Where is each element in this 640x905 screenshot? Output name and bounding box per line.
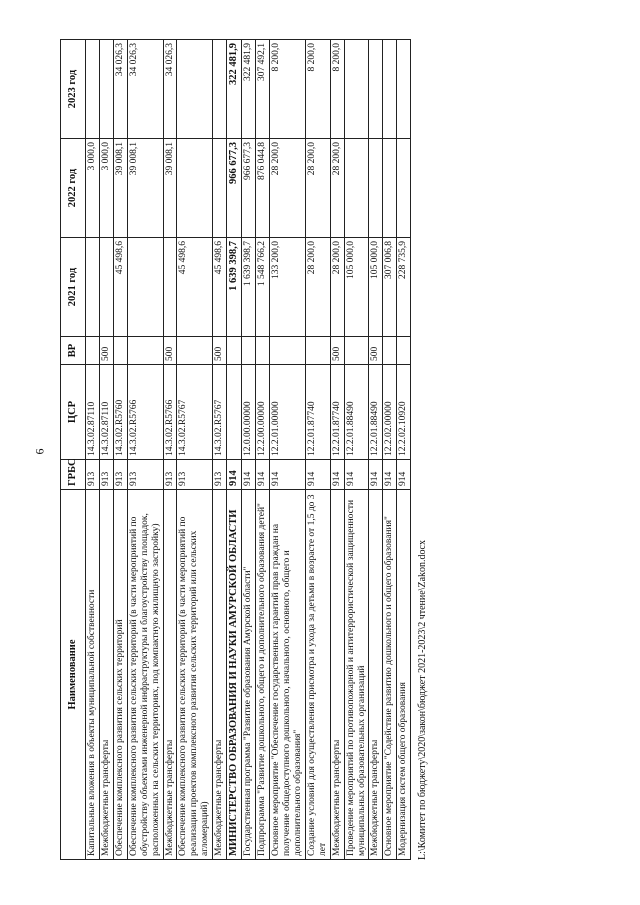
table-row <box>86 40 100 860</box>
table-row <box>99 40 113 860</box>
cell-2023: 8 200,0 <box>270 40 306 139</box>
cell-2021: 228 735,9 <box>397 238 411 337</box>
cell-2021 <box>86 238 100 337</box>
cell-2022: 966 677,3 <box>242 139 256 238</box>
cell-2021: 45 498,6 <box>113 238 127 337</box>
table-row <box>127 40 163 860</box>
table-row <box>344 40 369 860</box>
cell-2023 <box>383 40 397 139</box>
cell-grbs: 914 <box>270 460 306 490</box>
cell-2023: 307 492,1 <box>256 40 270 139</box>
table-row <box>113 40 127 860</box>
cell-2022: 28 200,0 <box>330 139 344 238</box>
cell-vr <box>113 337 127 365</box>
cell-grbs: 913 <box>163 460 177 490</box>
cell-2023 <box>177 40 213 139</box>
cell-vr: 500 <box>213 337 227 365</box>
table-body <box>86 40 411 860</box>
cell-grbs: 914 <box>305 460 330 490</box>
cell-2023: 34 026,3 <box>163 40 177 139</box>
cell-2021: 133 200,0 <box>270 238 306 337</box>
cell-2021: 28 200,0 <box>330 238 344 337</box>
cell-grbs: 914 <box>397 460 411 490</box>
cell-csr: 12.0.00.00000 <box>242 365 256 460</box>
cell-vr <box>383 337 397 365</box>
cell-2022: 39 008,1 <box>127 139 163 238</box>
cell-name: Обеспечение комплексного развития сельских территорий <box>113 490 127 860</box>
cell-2022: 3 000,0 <box>86 139 100 238</box>
cell-2023 <box>86 40 100 139</box>
cell-name: Основное мероприятие "Содействие развитию дошкольного и общего образования" <box>383 490 397 860</box>
cell-name: Создание условий для осуществления присмотра и ухода за детьми в возрасте от 1,5 до 3 лет <box>305 490 330 860</box>
cell-2021: 45 498,6 <box>177 238 213 337</box>
cell-vr: 500 <box>330 337 344 365</box>
cell-name: Межбюджетные трансферты <box>330 490 344 860</box>
cell-vr <box>270 337 306 365</box>
cell-grbs: 914 <box>330 460 344 490</box>
cell-2021 <box>163 238 177 337</box>
cell-2021 <box>127 238 163 337</box>
cell-2021: 1 548 766,2 <box>256 238 270 337</box>
cell-2021: 105 000,0 <box>369 238 383 337</box>
cell-grbs: 913 <box>127 460 163 490</box>
table-row <box>227 40 242 860</box>
table-row <box>256 40 270 860</box>
cell-2022 <box>383 139 397 238</box>
table-row <box>270 40 306 860</box>
table-row <box>242 40 256 860</box>
cell-vr <box>127 337 163 365</box>
cell-2023 <box>369 40 383 139</box>
cell-2022: 39 008,1 <box>163 139 177 238</box>
cell-grbs: 913 <box>86 460 100 490</box>
table-row <box>397 40 411 860</box>
cell-2022: 3 000,0 <box>99 139 113 238</box>
cell-name: Проведение мероприятий по противопожарной и антитеррористической защищенности муниципальных образовательных организаций <box>344 490 369 860</box>
cell-csr: 12.2.01.87740 <box>330 365 344 460</box>
cell-name: Обеспечение комплексного развития сельских территорий (в части мероприятий по реализации проектов комплексного развития сельских территорий или сельских агломераций) <box>177 490 213 860</box>
cell-name: МИНИСТЕРСТВО ОБРАЗОВАНИЯ И НАУКИ АМУРСКОЙ ОБЛАСТИ <box>227 490 242 860</box>
cell-name: Модернизация систем общего образования <box>397 490 411 860</box>
column-header-vr: ВР <box>61 337 86 365</box>
budget-table <box>60 39 411 860</box>
cell-2022: 39 008,1 <box>113 139 127 238</box>
cell-name: Капитальные вложения в объекты муниципальной собственности <box>86 490 100 860</box>
cell-csr: 12.2.01.00000 <box>270 365 306 460</box>
cell-2023: 322 481,9 <box>227 40 242 139</box>
cell-name: Межбюджетные трансферты <box>163 490 177 860</box>
cell-2023: 34 026,3 <box>127 40 163 139</box>
table-row <box>383 40 397 860</box>
cell-2022 <box>213 139 227 238</box>
cell-csr: 12.2.01.88490 <box>344 365 369 460</box>
cell-csr: 12.2.00.00000 <box>256 365 270 460</box>
cell-csr: 12.2.01.87740 <box>305 365 330 460</box>
table-row <box>163 40 177 860</box>
cell-name: Подпрограмма "Развитие дошкольного, общего и дополнительного образования детей" <box>256 490 270 860</box>
cell-csr: 12.2.02.00000 <box>383 365 397 460</box>
cell-2021: 1 639 398,7 <box>227 238 242 337</box>
cell-grbs: 914 <box>369 460 383 490</box>
cell-grbs: 914 <box>256 460 270 490</box>
cell-grbs: 913 <box>213 460 227 490</box>
cell-2022: 876 044,8 <box>256 139 270 238</box>
cell-csr: 12.2.02.10920 <box>397 365 411 460</box>
cell-2022 <box>369 139 383 238</box>
page-number: 6 <box>32 448 47 455</box>
cell-2023 <box>213 40 227 139</box>
cell-2023 <box>344 40 369 139</box>
cell-2023 <box>99 40 113 139</box>
cell-vr: 500 <box>369 337 383 365</box>
cell-csr <box>227 365 242 460</box>
cell-2023: 322 481,9 <box>242 40 256 139</box>
cell-vr: 500 <box>163 337 177 365</box>
footer-file-path: L:\Комитет по бюджету\2020\закон\бюджет 2021-2023\2 чтение\Zakon.docx <box>417 540 428 860</box>
cell-name: Межбюджетные трансферты <box>213 490 227 860</box>
column-header-2021: 2021 год <box>61 238 86 337</box>
cell-grbs: 913 <box>99 460 113 490</box>
cell-2021: 105 000,0 <box>344 238 369 337</box>
table-header-row <box>61 40 86 860</box>
table-row <box>305 40 330 860</box>
cell-name: Обеспечение комплексного развития сельских территорий (в части мероприятий по обустройству объектами инженерной инфраструктуры и благоустройству площадок, расположенных на сельских территориях, под компактную жилищную застройку) <box>127 490 163 860</box>
table-row <box>369 40 383 860</box>
cell-csr: 14.3.02.87110 <box>86 365 100 460</box>
cell-2021: 307 006,8 <box>383 238 397 337</box>
table-row <box>330 40 344 860</box>
cell-vr <box>305 337 330 365</box>
cell-vr <box>344 337 369 365</box>
cell-name: Государственная программа "Развитие образования Амурской области" <box>242 490 256 860</box>
cell-name: Межбюджетные трансферты <box>99 490 113 860</box>
column-header-2022: 2022 год <box>61 139 86 238</box>
cell-2022 <box>177 139 213 238</box>
rotated-page-content <box>60 40 575 860</box>
cell-2022 <box>344 139 369 238</box>
cell-vr <box>177 337 213 365</box>
cell-grbs: 914 <box>344 460 369 490</box>
cell-grbs: 914 <box>383 460 397 490</box>
column-header-name: Наименование <box>61 490 86 860</box>
cell-vr <box>86 337 100 365</box>
cell-2021: 1 639 398,7 <box>242 238 256 337</box>
cell-csr: 12.2.01.88490 <box>369 365 383 460</box>
cell-grbs: 913 <box>113 460 127 490</box>
cell-2021: 45 498,6 <box>213 238 227 337</box>
table-row <box>213 40 227 860</box>
cell-2023: 34 026,3 <box>113 40 127 139</box>
cell-csr: 14.3.02.87110 <box>99 365 113 460</box>
cell-2022 <box>397 139 411 238</box>
cell-vr: 500 <box>99 337 113 365</box>
cell-2023: 8 200,0 <box>305 40 330 139</box>
cell-2022: 28 200,0 <box>305 139 330 238</box>
cell-csr: 14.3.02.R5760 <box>113 365 127 460</box>
cell-grbs: 914 <box>227 460 242 490</box>
cell-csr: 14.3.02.R5766 <box>163 365 177 460</box>
cell-csr: 14.3.02.R5766 <box>127 365 163 460</box>
cell-name: Межбюджетные трансферты <box>369 490 383 860</box>
cell-grbs: 914 <box>242 460 256 490</box>
cell-vr <box>397 337 411 365</box>
cell-2023 <box>397 40 411 139</box>
cell-csr: 14.3.02.R5767 <box>213 365 227 460</box>
cell-vr <box>227 337 242 365</box>
column-header-csr: ЦСР <box>61 365 86 460</box>
cell-name: Основное мероприятие "Обеспечение государственных гарантий прав граждан на получение общедоступного дошкольного, начального, основного, общего и дополнительного образования" <box>270 490 306 860</box>
cell-grbs: 913 <box>177 460 213 490</box>
cell-2021 <box>99 238 113 337</box>
cell-vr <box>242 337 256 365</box>
cell-csr: 14.3.02.R5767 <box>177 365 213 460</box>
column-header-2023: 2023 год <box>61 40 86 139</box>
column-header-grbs: ГРБС <box>61 460 86 490</box>
cell-2022: 966 677,3 <box>227 139 242 238</box>
cell-vr <box>256 337 270 365</box>
cell-2023: 8 200,0 <box>330 40 344 139</box>
table-row <box>177 40 213 860</box>
cell-2021: 28 200,0 <box>305 238 330 337</box>
cell-2022: 28 200,0 <box>270 139 306 238</box>
